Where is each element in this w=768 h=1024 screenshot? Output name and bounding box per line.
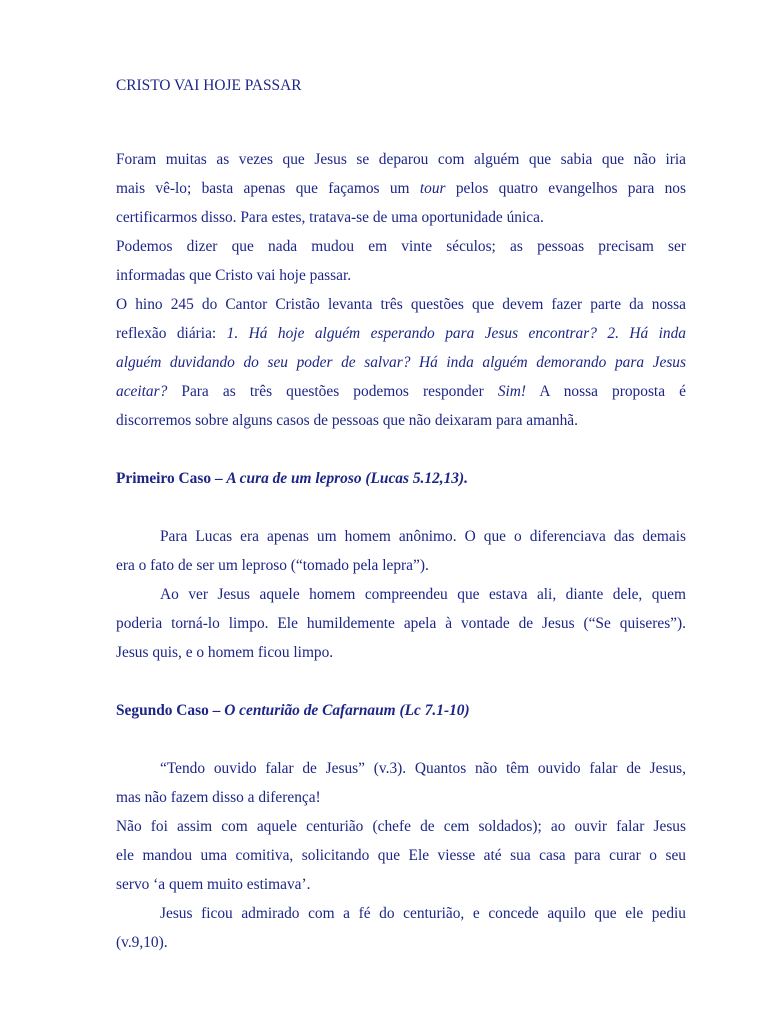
paragraph-line: servo ‘a quem muito estimava’. [116, 875, 311, 893]
emphasis-text: alguém duvidando do seu poder de salvar? Há inda alguém demorando para Jesus [116, 353, 686, 371]
paragraph-line [116, 377, 686, 406]
section-heading-case-2 [116, 696, 686, 725]
paragraph-line: Não foi assim com aquele centurião (chefe de cem soldados); ao ouvir falar Jesus [116, 817, 686, 835]
paragraph-line [116, 174, 686, 203]
document-page [116, 56, 686, 957]
paragraph-line: Para Lucas era apenas um homem anônimo. O que o diferenciava das demais [160, 527, 686, 545]
paragraph-line: certificarmos disso. Para estes, tratava-se de uma oportunidade única. [116, 208, 544, 226]
text-run: mais vê-lo; basta apenas que façamos um [116, 179, 420, 197]
paragraph-line: Jesus ficou admirado com a fé do centurião, e concede aquilo que ele pediu [160, 904, 686, 922]
emphasis-text: Sim! [497, 382, 527, 400]
paragraph-line: mas não fazem disso a diferença! [116, 788, 321, 806]
paragraph-line: (v.9,10). [116, 933, 168, 951]
paragraph-line: ele mandou uma comitiva, solicitando que Ele viesse até sua casa para curar o seu [116, 846, 686, 864]
paragraph-line: Jesus quis, e o homem ficou limpo. [116, 643, 334, 661]
emphasis-text: tour [419, 179, 446, 197]
paragraph-line: Ao ver Jesus aquele homem compreendeu que estava ali, diante dele, quem [160, 585, 686, 603]
spacer [116, 493, 686, 522]
paragraph-line [116, 319, 686, 348]
section-heading-case-1 [116, 464, 686, 493]
paragraph-line: informadas que Cristo vai hoje passar. [116, 266, 352, 284]
spacer [116, 116, 686, 145]
text-run: pelos quatro evangelhos para nos [445, 179, 686, 197]
paragraph-line: Podemos dizer que nada mudou em vinte séculos; as pessoas precisam ser [116, 237, 686, 255]
paragraph-line: discorremos sobre alguns casos de pessoas que não deixaram para amanhã. [116, 411, 578, 429]
page-title: CRISTO VAI HOJE PASSAR [116, 77, 302, 95]
paragraph-line: poderia torná-lo limpo. Ele humildemente apela à vontade de Jesus (“Se quiseres”). [116, 614, 686, 632]
paragraph-line: O hino 245 do Cantor Cristão levanta três questões que devem fazer parte da nossa [116, 295, 686, 313]
heading-subtitle: A cura de um leproso (Lucas 5.12,13). [226, 469, 468, 487]
spacer [116, 725, 686, 754]
text-run: Para as três questões podemos responder [167, 382, 498, 400]
heading-subtitle: O centurião de Cafarnaum (Lc 7.1-10) [224, 701, 470, 719]
spacer [116, 667, 686, 696]
paragraph-line [116, 348, 686, 377]
paragraph-line: Foram muitas as vezes que Jesus se deparou com alguém que sabia que não iria [116, 150, 686, 168]
paragraph-line: era o fato de ser um leproso (“tomado pela lepra”). [116, 556, 429, 574]
text-run: reflexão diária: [116, 324, 227, 342]
emphasis-text: 1. Há hoje alguém esperando para Jesus encontrar? 2. Há inda [226, 324, 686, 342]
heading-label: Segundo Caso – [116, 701, 225, 719]
paragraph-line: “Tendo ouvido falar de Jesus” (v.3). Quantos não têm ouvido falar de Jesus, [160, 759, 686, 777]
heading-label: Primeiro Caso – [116, 469, 227, 487]
text-run: A nossa proposta é [526, 382, 686, 400]
spacer [116, 435, 686, 464]
emphasis-text: aceitar? [116, 382, 168, 400]
